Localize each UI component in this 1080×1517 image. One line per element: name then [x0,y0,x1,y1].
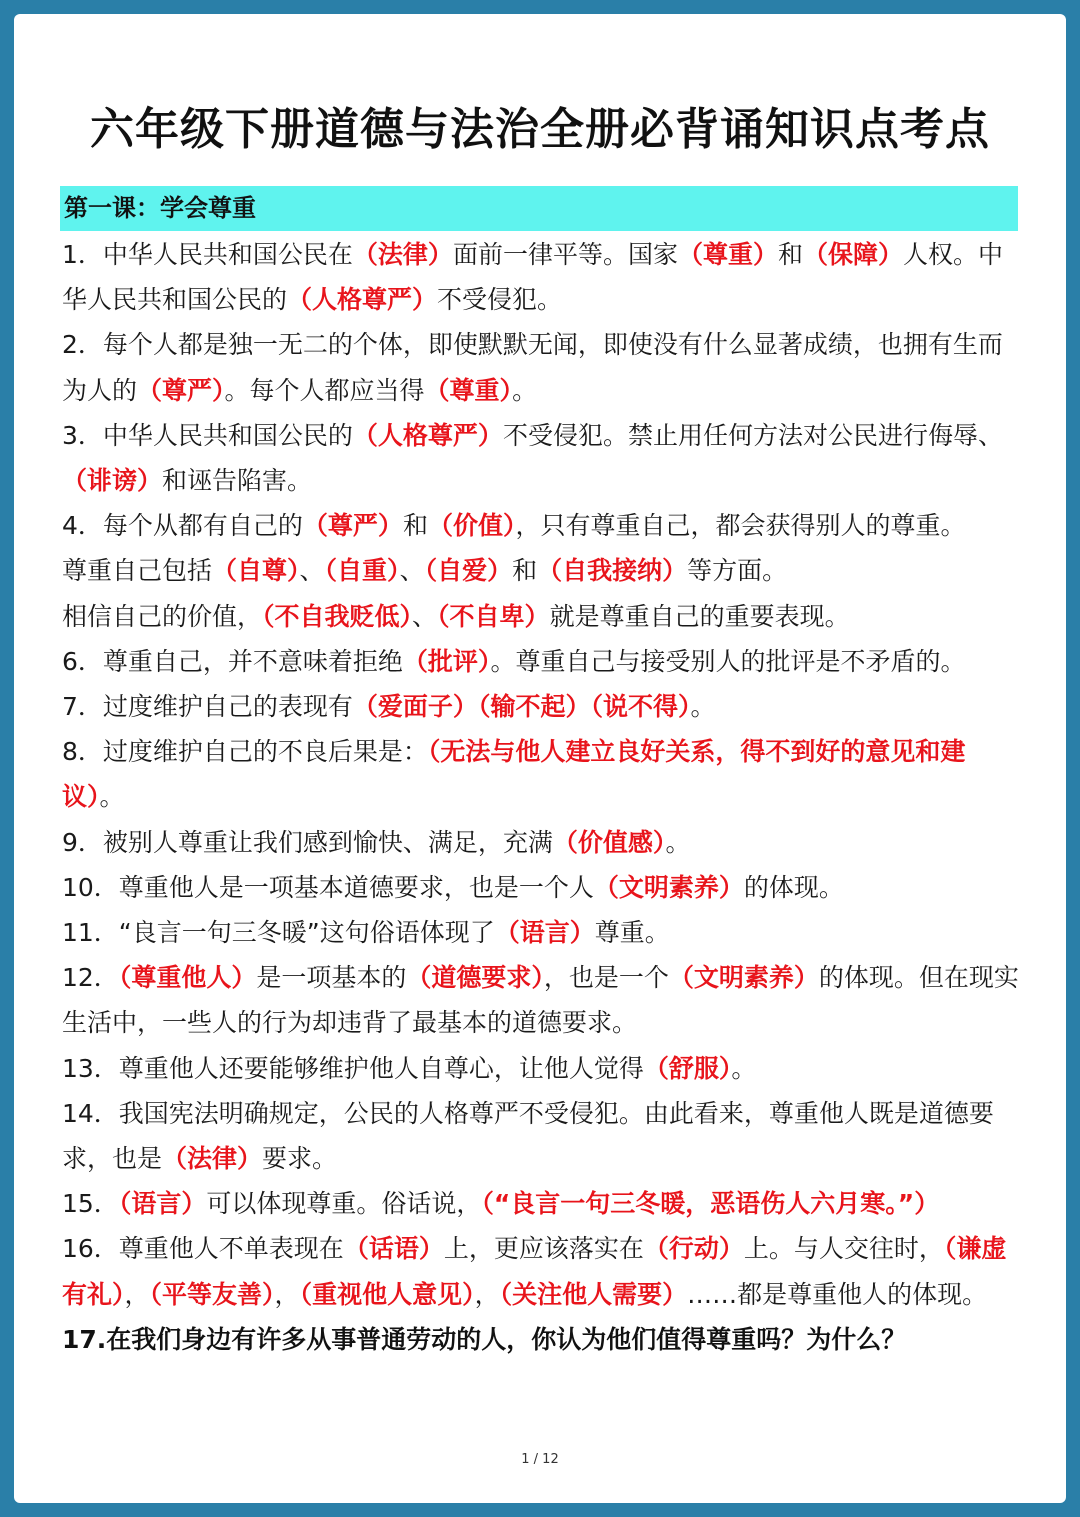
answer-highlight: （自爱） [424,556,513,586]
knowledge-item [62,1181,1022,1226]
item-text: 6．尊重自己，并不意味着拒绝 [62,646,403,676]
answer-highlight: （说不得） [590,692,691,722]
item-text: ……都是尊重他人的体现。 [687,1279,988,1309]
item-text: 和 [402,511,428,541]
answer-highlight: （文明素养） [668,963,819,993]
item-text: 面前一律平等。国家 [452,240,678,269]
knowledge-item [62,729,1022,819]
item-text: 。 [512,375,538,405]
answer-highlight: （“良言一句三冬暖，恶语伤人六月寒。”） [481,1189,940,1219]
answer-highlight: （舒服） [643,1053,732,1083]
item-text: 不受侵犯。 [437,285,563,315]
answer-highlight: （价值感） [552,827,666,857]
knowledge-item [62,322,1022,412]
document-title: 六年级下册道德与法治全册必背诵知识点考点 [90,104,990,155]
item-text: 、 [399,556,425,586]
answer-highlight: （法律） [162,1144,263,1174]
knowledge-item [62,910,1022,955]
item-text: 等方面。 [687,556,788,586]
answer-highlight: （法律） [352,240,453,269]
item-text: 相信自己的价值， [62,601,263,631]
answer-highlight: （尊严） [302,511,403,541]
item-text: 13．尊重他人还要能够维护他人自尊心，让他人觉得 [62,1053,644,1083]
page-number: 1 / 12 [521,1452,559,1467]
knowledge-item [62,413,1022,503]
answer-highlight: （平等友善） [149,1279,275,1309]
knowledge-item [62,594,1022,639]
answer-highlight: （文明素养） [593,872,744,902]
answer-highlight: （自我接纳） [537,556,688,586]
item-text: 人权。中华人民共和国公民的 [62,240,1004,315]
item-text: 15． [62,1189,119,1219]
answer-highlight: （输不起） [477,692,591,722]
answer-highlight: （保障） [802,240,903,269]
item-text: 10．尊重他人是一项基本道德要求，也是一个人 [62,872,594,902]
knowledge-item [62,1091,1022,1181]
item-text: 。 [99,782,125,812]
answer-highlight: （不自我贬低） [262,601,413,631]
item-text: 和 [512,556,538,586]
item-text: 。尊重自己与接受别人的批评是不矛盾的。 [490,646,966,676]
item-text: 。 [731,1053,757,1083]
knowledge-item [62,684,1022,729]
item-text: 尊重。 [594,918,670,948]
knowledge-item [62,639,1022,684]
item-text: 2．每个人都是独一无二的个体，即使默默无闻，即使没有什么显著成绩，也拥有生而为人的 [62,330,1003,405]
lesson-heading: 第一课：学会尊重 [60,186,1018,231]
answer-highlight: （关注他人需要） [499,1279,688,1309]
question-text: 17.在我们身边有许多从事普通劳动的人，你认为他们值得尊重吗？为什么？ [62,1324,907,1354]
item-text: ，也是一个 [543,963,669,993]
item-text: 。 [690,692,716,722]
item-text: 不受侵犯。禁止用任何方法对公民进行侮辱、 [502,420,1003,450]
answer-highlight: （谦虚有礼） [62,1234,1007,1309]
item-text: 是一项基本的 [256,963,407,993]
knowledge-item [62,865,1022,910]
answer-highlight: （重视他人意见） [299,1279,475,1309]
answer-highlight: （尊重他人） [118,963,257,993]
item-text: ， [474,1279,500,1309]
item-text: 9．被别人尊重让我们感到愉快、满足，充满 [62,827,553,857]
answer-highlight: （尊重） [677,240,778,269]
knowledge-item [62,548,1022,593]
answer-highlight: （批评） [402,646,491,676]
knowledge-item [62,503,1022,548]
item-text: 上，更应该落实在 [443,1234,644,1264]
answer-highlight: （无法与他人建立良好关系，得不到好的意见和建议） [62,737,966,812]
item-text: 11．“良言一句三冬暖”这句俗语体现了 [62,918,495,948]
item-text: 的体现。但在现实生活中，一些人的行为却违背了最基本的道德要求。 [62,963,1019,1038]
item-text: 14．我国宪法明确规定，公民的人格尊严不受侵犯。由此看来，尊重他人既是道德要求，也是 [62,1098,994,1174]
answer-highlight: （话语） [343,1234,444,1264]
item-text: 和 [777,240,803,269]
answer-highlight: （行动） [643,1234,744,1264]
item-text: 的体现。 [743,872,844,902]
knowledge-item [62,1046,1022,1091]
knowledge-item [62,955,1022,1045]
answer-highlight: （自尊） [212,556,300,586]
answer-highlight: （语言） [494,918,595,948]
answer-highlight: （不自卑） [437,601,550,631]
item-text: 可以体现尊重。俗话说， [206,1189,482,1219]
item-text: 。 [665,827,691,857]
knowledge-item [62,820,1022,865]
answer-highlight: （价值） [427,511,516,541]
answer-highlight: （自重） [324,556,400,586]
knowledge-list [62,232,1022,1317]
item-text: 3．中华人民共和国公民的 [62,420,353,450]
item-text: 上。与人交往时， [743,1234,944,1264]
item-text: 尊重自己包括 [62,556,213,586]
item-text: 和诬告陷害。 [162,466,313,496]
answer-highlight: （人格尊严） [287,285,438,315]
item-text: ， [274,1279,300,1309]
item-text: 4．每个从都有自己的 [62,511,303,541]
item-text: 。每个人都应当得 [224,375,425,405]
item-text: 就是尊重自己的重要表现。 [549,601,850,631]
item-text: 要求。 [262,1144,338,1174]
answer-highlight: （道德要求） [406,963,544,993]
answer-highlight: （人格尊严） [352,420,503,450]
knowledge-item [62,232,1022,322]
answer-highlight: （诽谤） [62,466,163,496]
document-page [14,14,1066,1503]
item-text: 12． [62,963,119,993]
knowledge-item [62,1226,1022,1316]
item-text: 8．过度维护自己的不良后果是： [62,737,428,767]
item-text: 1．中华人民共和国公民在 [62,240,353,269]
item-text: 、 [412,601,438,631]
knowledge-points [62,232,1022,1362]
answer-highlight: （尊重） [424,375,513,405]
item-text: 16．尊重他人不单表现在 [62,1234,344,1264]
answer-highlight: （语言） [118,1189,207,1219]
item-text: ， [124,1279,150,1309]
item-text: ，只有尊重自己，都会获得别人的尊重。 [515,511,966,541]
answer-highlight: （爱面子） [352,692,478,722]
answer-highlight: （尊严） [137,375,225,405]
item-text: 、 [299,556,325,586]
item-text: 7．过度维护自己的表现有 [62,692,353,722]
